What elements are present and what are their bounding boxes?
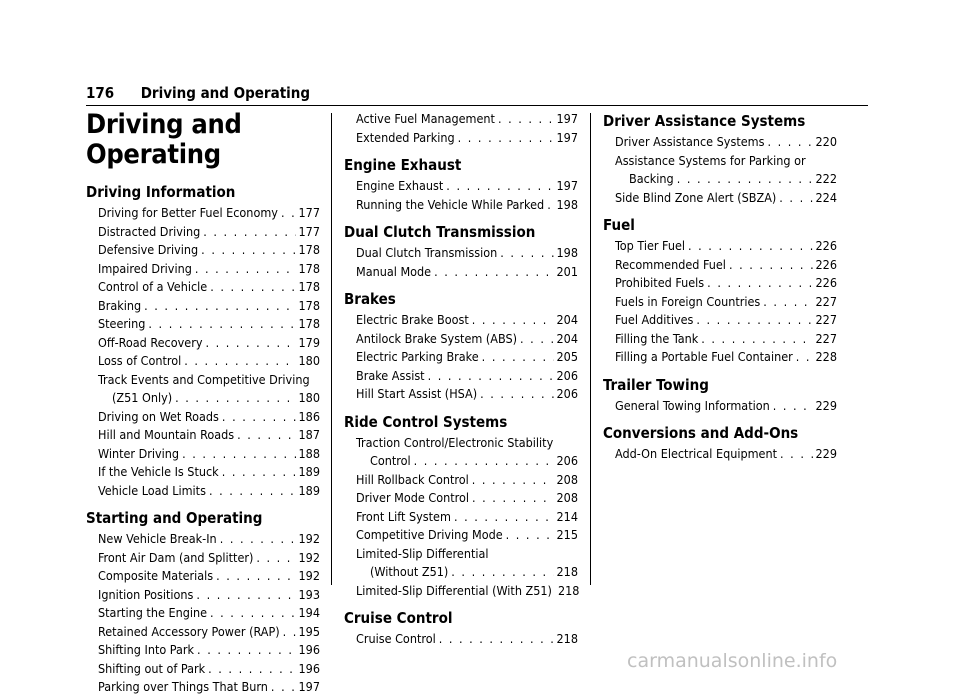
section-heading: Brakes: [344, 290, 396, 308]
entry-title: Limited-Slip Differential: [356, 545, 489, 561]
dot-leader: [209, 482, 296, 501]
section-heading: Driver Assistance Systems: [603, 112, 806, 130]
entry-page: 189: [298, 464, 320, 479]
entry-page: 201: [556, 263, 578, 279]
entry-title: Starting the Engine: [98, 605, 208, 620]
entry-page: 222: [815, 171, 837, 186]
toc-entry[interactable]: [344, 330, 578, 349]
entry-title: Parking over Things That Burn: [98, 679, 268, 694]
toc-column-3: [603, 110, 837, 464]
entry-page: 177: [298, 205, 320, 220]
entry-page: 198: [556, 196, 578, 212]
toc-entry[interactable]: [86, 530, 320, 549]
toc-entry[interactable]: [86, 315, 320, 334]
entry-title: Competitive Driving Mode: [356, 527, 503, 542]
entry-title: Extended Parking: [356, 129, 455, 145]
entry-title: Active Fuel Management: [356, 111, 495, 126]
toc-entry[interactable]: [603, 256, 837, 275]
toc-column-2: [344, 110, 578, 649]
entry-page: 204: [556, 312, 578, 327]
entry-title: Loss of Control: [98, 353, 182, 368]
entry-title: Dual Clutch Transmission: [356, 245, 498, 260]
toc-entry[interactable]: [344, 110, 578, 129]
toc-entry[interactable]: [603, 311, 837, 330]
entry-title: Winter Driving: [98, 445, 180, 461]
dot-leader: [763, 293, 812, 312]
toc-entry[interactable]: [603, 189, 837, 208]
entry-page: 180: [298, 353, 320, 368]
page-title: Driving and Operating: [86, 109, 242, 170]
dot-leader: [222, 408, 296, 427]
entry-page: 196: [298, 660, 320, 676]
entry-page: 196: [298, 642, 320, 657]
toc-entry[interactable]: [344, 263, 578, 282]
entry-title: Hill and Mountain Roads: [98, 427, 235, 442]
toc-entry[interactable]: [344, 177, 578, 196]
toc-entry-text[interactable]: [86, 371, 320, 390]
entry-page: 180: [298, 390, 320, 405]
entry-page: 206: [556, 386, 578, 401]
toc-entry[interactable]: [86, 641, 320, 660]
entry-page: 218: [556, 631, 578, 646]
toc-entry[interactable]: [86, 223, 320, 242]
dot-leader: [677, 170, 813, 189]
entry-page: 193: [298, 586, 320, 602]
entry-title: Off-Road Recovery: [98, 334, 203, 350]
entry-page: 192: [298, 568, 320, 583]
toc-entry[interactable]: [86, 567, 320, 586]
dot-leader: [707, 274, 812, 293]
toc-entry[interactable]: [344, 630, 578, 649]
dot-leader: [414, 452, 554, 471]
entry-page: 229: [815, 397, 837, 413]
entry-title: Prohibited Fuels: [615, 275, 705, 290]
entry-title: Impaired Driving: [98, 260, 192, 276]
dot-leader: [779, 189, 812, 208]
entry-title: Vehicle Load Limits: [98, 482, 206, 498]
dot-leader: [428, 367, 554, 386]
toc-entry[interactable]: [603, 445, 837, 464]
entry-page: 194: [298, 605, 320, 620]
toc-entry[interactable]: [86, 426, 320, 445]
entry-title: Hill Start Assist (HSA): [356, 386, 478, 401]
entry-title: New Vehicle Break-In: [98, 531, 217, 546]
toc-entry[interactable]: [344, 508, 578, 527]
toc-entry[interactable]: [344, 129, 578, 148]
entry-title: Engine Exhaust: [356, 178, 444, 193]
column-divider-1: [331, 113, 332, 585]
toc-entry[interactable]: [603, 293, 837, 312]
entry-title: Retained Accessory Power (RAP): [98, 623, 280, 639]
entry-title: Ignition Positions: [98, 586, 194, 602]
entry-title: Driver Mode Control: [356, 490, 470, 505]
toc-entry[interactable]: [603, 274, 837, 293]
dot-leader: [271, 678, 296, 697]
watermark[interactable]: carmanualsonline.info: [627, 650, 838, 672]
toc-entry[interactable]: [86, 408, 320, 427]
entry-page: 197: [556, 178, 578, 193]
entry-page: 192: [298, 531, 320, 546]
toc-entry[interactable]: [86, 463, 320, 482]
section-heading: Driving Information: [86, 183, 236, 201]
dot-leader: [184, 352, 295, 371]
dot-leader: [500, 244, 553, 263]
dot-leader: [451, 563, 553, 582]
dot-leader: [197, 641, 295, 660]
entry-title: Manual Mode: [356, 263, 432, 279]
dot-leader: [144, 297, 295, 316]
entry-title: Driver Assistance Systems: [615, 134, 765, 149]
column-divider-2: [590, 113, 591, 585]
toc-entry[interactable]: [344, 244, 578, 263]
entry-title: Fuels in Foreign Countries: [615, 293, 761, 309]
entry-page: 226: [815, 275, 837, 290]
entry-title: Distracted Driving: [98, 223, 201, 239]
entry-page: 227: [815, 330, 837, 346]
entry-page: 187: [298, 427, 320, 442]
entry-page: 178: [298, 242, 320, 257]
entry-page: 227: [815, 312, 837, 327]
section-heading: Conversions and Add-Ons: [603, 424, 799, 442]
entry-page: 208: [556, 490, 578, 505]
running-header-title: Driving and Operating: [140, 84, 311, 102]
dot-leader: [480, 385, 553, 404]
entry-title: Top Tier Fuel: [615, 238, 686, 253]
entry-title: Front Lift System: [356, 508, 451, 524]
entry-page: 178: [298, 260, 320, 276]
entry-title: Shifting out of Park: [98, 660, 206, 676]
dot-leader: [237, 426, 295, 445]
dot-leader: [434, 263, 553, 282]
entry-title: Shifting Into Park: [98, 642, 195, 657]
entry-title: Composite Materials: [98, 568, 214, 583]
section-heading: Cruise Control: [344, 609, 453, 627]
dot-leader: [196, 586, 295, 605]
entry-page: 226: [815, 256, 837, 272]
entry-title: Electric Brake Boost: [356, 312, 469, 327]
dot-leader: [454, 508, 554, 527]
dot-leader: [796, 348, 813, 367]
entry-title: Braking: [98, 297, 142, 313]
entry-title: Running the Vehicle While Parked: [356, 196, 545, 212]
toc-entry[interactable]: [603, 237, 837, 256]
entry-title-continued: (Without Z51): [370, 564, 449, 579]
dot-leader: [767, 133, 812, 152]
entry-page: 205: [556, 349, 578, 364]
entry-page: 178: [298, 279, 320, 294]
entry-title: Brake Assist: [356, 367, 425, 383]
toc-entry[interactable]: [86, 297, 320, 316]
toc-entry[interactable]: [86, 334, 320, 353]
entry-page: 226: [815, 238, 837, 253]
entry-title: Add-On Electrical Equipment: [615, 446, 778, 461]
dot-leader: [220, 530, 296, 549]
toc-entry[interactable]: [86, 204, 320, 223]
toc-entry[interactable]: [86, 445, 320, 464]
dot-leader: [439, 630, 554, 649]
toc-entry[interactable]: [86, 678, 320, 697]
section-heading: Engine Exhaust: [344, 156, 462, 174]
entry-page: 204: [556, 330, 578, 346]
toc-entry[interactable]: [86, 278, 320, 297]
entry-title: If the Vehicle Is Stuck: [98, 464, 219, 479]
page-number: 176: [86, 84, 115, 102]
toc-entry[interactable]: [344, 311, 578, 330]
toc-entry[interactable]: [86, 241, 320, 260]
dot-leader: [283, 623, 296, 642]
entry-title: Driving on Wet Roads: [98, 408, 219, 424]
dot-leader: [201, 241, 295, 260]
dot-leader: [175, 389, 295, 408]
dot-leader: [520, 330, 554, 349]
entry-title: Antilock Brake System (ABS): [356, 330, 518, 346]
section-heading: Starting and Operating: [86, 509, 263, 527]
toc-entry[interactable]: [603, 348, 837, 367]
entry-title: General Towing Information: [615, 397, 770, 413]
dot-leader: [729, 256, 813, 275]
dot-leader: [696, 311, 812, 330]
entry-page: 178: [298, 316, 320, 331]
dot-leader: [498, 110, 554, 129]
dot-leader: [482, 348, 554, 367]
entry-title: Track Events and Competitive Driving: [98, 371, 310, 387]
entry-page: 215: [556, 527, 578, 542]
dot-leader: [205, 334, 295, 353]
section-heading: Ride Control Systems: [344, 412, 508, 431]
toc-entry[interactable]: [344, 367, 578, 386]
toc-entry[interactable]: [344, 582, 578, 601]
dot-leader: [256, 549, 295, 568]
entry-title: Driving for Better Fuel Economy: [98, 205, 278, 220]
entry-page: 206: [556, 453, 578, 468]
dot-leader: [203, 223, 295, 242]
entry-page: 198: [556, 245, 578, 260]
entry-page: 218: [557, 582, 580, 598]
toc-entry[interactable]: [344, 348, 578, 367]
entry-page: 228: [815, 349, 837, 364]
entry-page: 227: [815, 293, 837, 309]
dot-leader: [195, 260, 296, 279]
entry-page: 224: [815, 189, 837, 205]
entry-title-continued: (Z51 Only): [112, 390, 173, 405]
section-heading: Dual Clutch Transmission: [344, 223, 536, 241]
dot-leader: [210, 604, 296, 623]
dot-leader: [547, 196, 553, 215]
entry-title: Front Air Dam (and Splitter): [98, 549, 254, 565]
toc-entry[interactable]: [603, 170, 837, 189]
toc-entry[interactable]: [344, 196, 578, 215]
entry-page: 179: [298, 334, 320, 350]
section-heading: Fuel: [603, 216, 635, 234]
dot-leader: [148, 315, 295, 334]
toc-entry[interactable]: [86, 389, 320, 408]
dot-leader: [701, 330, 812, 349]
toc-entry[interactable]: [344, 471, 578, 490]
header-rule: [86, 105, 868, 106]
dot-leader: [222, 463, 296, 482]
entry-page: 195: [298, 623, 320, 639]
entry-page: 188: [298, 445, 320, 461]
entry-title: Assistance Systems for Parking or: [615, 152, 806, 168]
section-heading: Trailer Towing: [603, 375, 709, 394]
dot-leader: [472, 489, 554, 508]
toc-entry[interactable]: [344, 563, 578, 582]
entry-page: 214: [556, 508, 578, 524]
entry-page: 197: [556, 111, 578, 126]
dot-leader: [210, 278, 295, 297]
entry-page: 218: [556, 564, 578, 579]
entry-page: 177: [298, 223, 320, 239]
entry-page: 206: [556, 367, 578, 383]
toc-entry[interactable]: [344, 385, 578, 404]
entry-page: 208: [556, 471, 578, 487]
dot-leader: [281, 204, 296, 223]
entry-page: 192: [298, 549, 320, 565]
dot-leader: [458, 129, 554, 148]
entry-page: 220: [815, 134, 837, 149]
entry-page: 178: [298, 297, 320, 313]
entry-title: Hill Rollback Control: [356, 471, 469, 487]
entry-title: Control of a Vehicle: [98, 279, 208, 294]
entry-title-continued: Backing: [629, 171, 674, 186]
dot-leader: [773, 397, 813, 416]
toc-entry-text[interactable]: [344, 434, 578, 453]
entry-title: Filling a Portable Fuel Container: [615, 349, 793, 364]
running-header: [86, 84, 310, 102]
entry-page: 197: [298, 679, 320, 694]
toc-entry[interactable]: [603, 397, 837, 416]
dot-leader: [780, 445, 813, 464]
toc-entry[interactable]: [86, 352, 320, 371]
entry-title: Steering: [98, 316, 146, 331]
dot-leader: [182, 445, 295, 464]
toc-entry[interactable]: [86, 623, 320, 642]
toc-entry[interactable]: [86, 482, 320, 501]
dot-leader: [688, 237, 813, 256]
entry-page: 229: [815, 446, 837, 461]
toc-entry[interactable]: [86, 586, 320, 605]
toc-entry[interactable]: [344, 489, 578, 508]
toc-entry[interactable]: [603, 133, 837, 152]
entry-title: Cruise Control: [356, 631, 436, 646]
toc-entry-text[interactable]: [603, 152, 837, 171]
entry-page: 189: [298, 482, 320, 498]
entry-title: Fuel Additives: [615, 312, 694, 327]
dot-leader: [472, 311, 554, 330]
toc-entry-text[interactable]: [344, 545, 578, 564]
entry-page: 186: [298, 408, 320, 424]
dot-leader: [506, 526, 554, 545]
toc-entry[interactable]: [603, 330, 837, 349]
dot-leader: [472, 471, 554, 490]
toc-entry[interactable]: [344, 526, 578, 545]
dot-leader: [208, 660, 295, 679]
entry-title: Recommended Fuel: [615, 256, 726, 272]
entry-page: 197: [556, 129, 578, 145]
dot-leader: [446, 177, 553, 196]
entry-title-continued: Control: [370, 453, 411, 468]
entry-title: Traction Control/Electronic Stability: [356, 434, 554, 450]
entry-title: Side Blind Zone Alert (SBZA): [615, 189, 777, 205]
entry-title: Electric Parking Brake: [356, 349, 479, 364]
toc-entry[interactable]: [86, 549, 320, 568]
entry-title: Limited-Slip Differential (With Z51): [356, 582, 552, 598]
toc-column-1: [86, 108, 320, 697]
toc-entry[interactable]: [344, 452, 578, 471]
toc-entry[interactable]: [86, 260, 320, 279]
entry-title: Filling the Tank: [615, 330, 699, 346]
entry-title: Defensive Driving: [98, 242, 199, 257]
toc-entry[interactable]: [86, 604, 320, 623]
toc-entry[interactable]: [86, 660, 320, 679]
dot-leader: [216, 567, 295, 586]
